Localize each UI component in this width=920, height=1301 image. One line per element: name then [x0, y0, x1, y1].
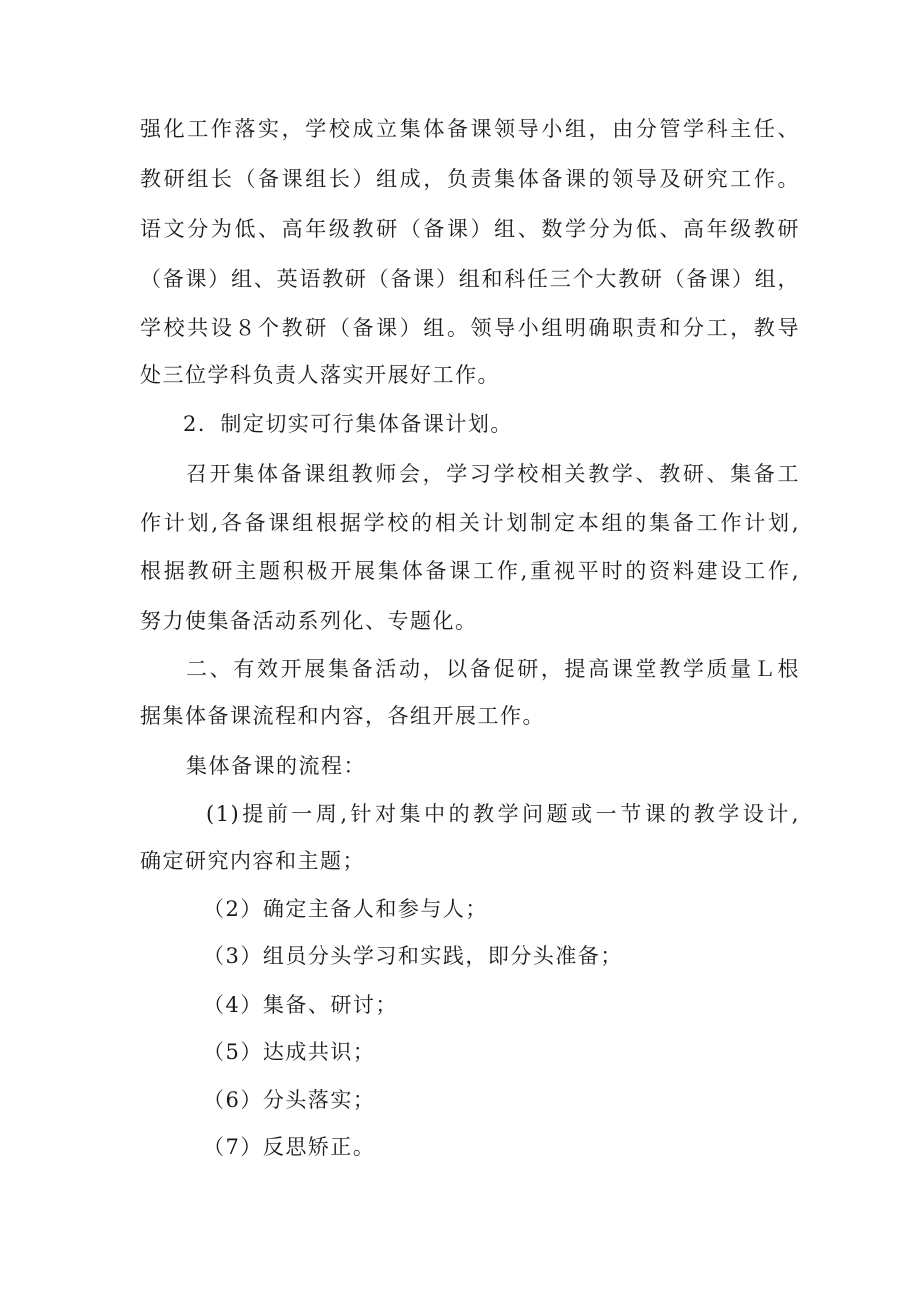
section-heading-2: 2．制定切实可行集体备课计划。	[183, 412, 513, 436]
paragraph-1-line-1: 强化工作落实，学校成立集体备课领导小组，由分管学科主任、	[140, 117, 800, 141]
paragraph-1-line-5: 学校共设８个教研（备课）组。领导小组明确职责和分工，教导	[140, 316, 800, 340]
paragraph-1-line-4: （备课）组、英语教研（备课）组和科任三个大教研（备课）组，	[140, 267, 800, 291]
step-1-line-2: 确定研究内容和主题；	[140, 849, 365, 873]
paragraph-3-line-1: 二、有效开展集备活动，以备促研，提高课堂教学质量Ｌ根	[186, 657, 800, 681]
paragraph-2-line-2: 作计划,各备课组根据学校的相关计划制定本组的集备工作计划,	[140, 511, 800, 535]
paragraph-3-line-2: 据集体备课流程和内容，各组开展工作。	[140, 704, 545, 728]
paragraph-1-line-3: 语文分为低、高年级教研（备课）组、数学分为低、高年级教研	[140, 217, 800, 241]
paragraph-1-line-2: 教研组长（备课组长）组成，负责集体备课的领导及研究工作。	[140, 167, 800, 191]
step-6: （6）分头落实；	[203, 1088, 376, 1112]
paragraph-2-line-3: 根据教研主题积极开展集体备课工作,重视平时的资料建设工作,	[140, 559, 800, 583]
step-2: （2）确定主备人和参与人；	[203, 897, 488, 921]
step-1-line-1: (1)提前一周,针对集中的教学问题或一节课的教学设计,	[206, 802, 800, 826]
step-7: （7）反思矫正。	[203, 1135, 376, 1159]
paragraph-1-line-6: 处三位学科负责人落实开展好工作。	[140, 363, 500, 387]
step-3: （3）组员分头学习和实践，即分头准备；	[203, 944, 623, 968]
step-5: （5）达成共识；	[203, 1040, 376, 1064]
flow-title: 集体备课的流程：	[186, 754, 366, 778]
paragraph-2-line-1: 召开集体备课组教师会，学习学校相关教学、教研、集备工	[186, 462, 800, 486]
paragraph-2-line-4: 努力使集备活动系列化、专题化。	[140, 609, 478, 633]
step-4: （4）集备、研讨；	[203, 993, 398, 1017]
